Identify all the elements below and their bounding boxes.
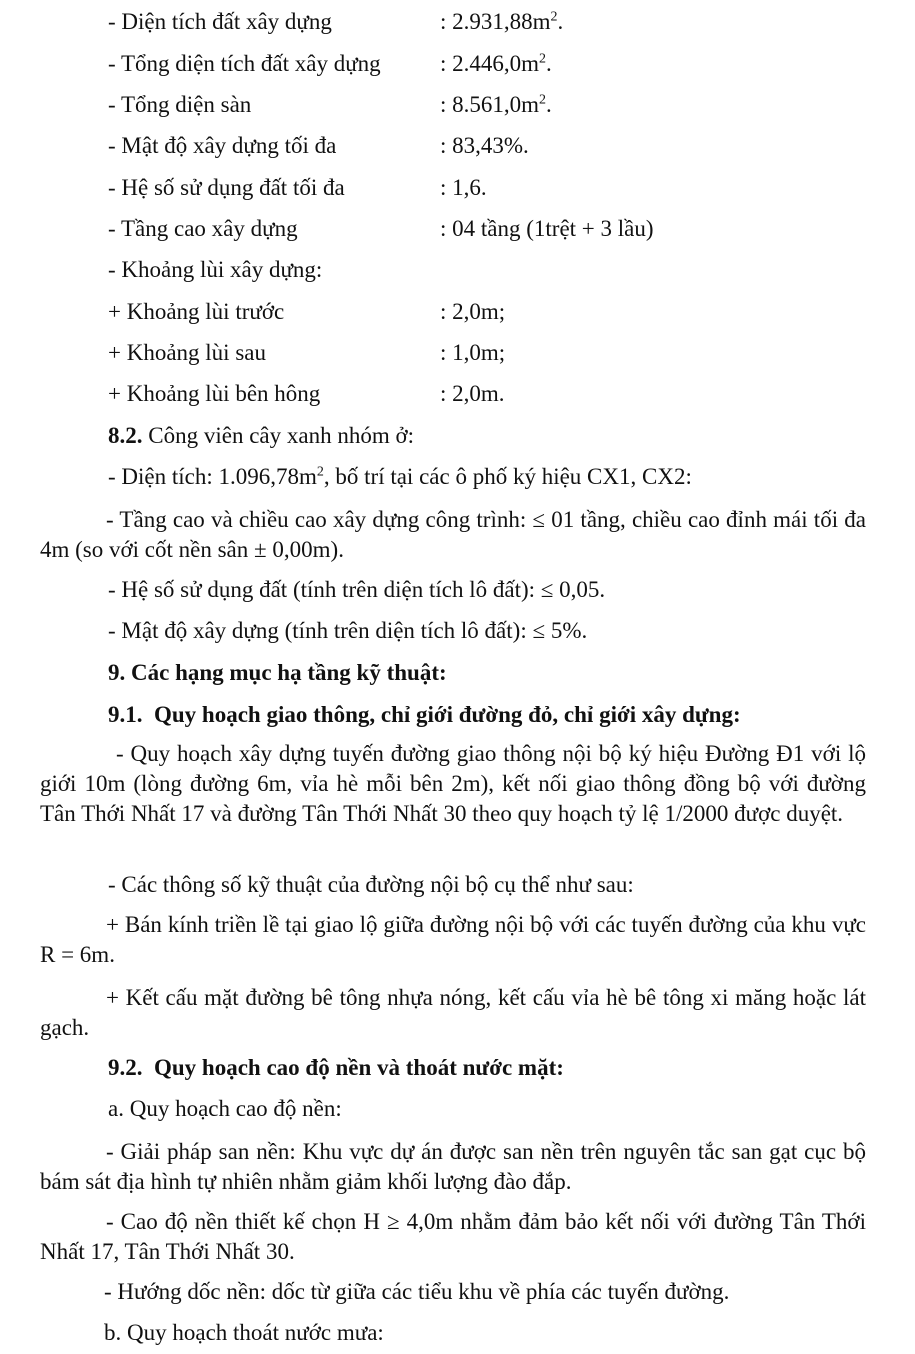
- spec-row: [108, 255, 322, 285]
- spec-value: : $2.446,0m^2$.: [440, 51, 552, 76]
- spec-value: : $2.931,88m^2$.: [440, 9, 564, 34]
- spec-label: - Tầng cao xây dựng: [108, 216, 298, 241]
- specs-intro-line: - Các thông số kỹ thuật của đường nội bộ cụ thể như sau:: [108, 872, 634, 897]
- spec-row: [108, 131, 529, 161]
- spec-label: - Hệ số sử dụng đất tối đa: [108, 175, 345, 200]
- spec-label: - Diện tích đất xây dựng: [108, 9, 332, 34]
- spec-value: : 83,43%.: [440, 133, 529, 158]
- height-paragraph: - Tầng cao và chiều cao xây dựng công trình: ≤ 01 tầng, chiều cao đỉnh mái tối đa 4m (so với cốt nền sân ± 0,00m).: [40, 507, 866, 562]
- section-title: Công viên cây xanh nhóm ở:: [142, 423, 415, 448]
- section-number: 8.2.: [108, 423, 143, 448]
- curb-radius-paragraph: + Bán kính triền lề tại giao lộ giữa đường nội bộ với các tuyến đường của khu vực R = 6m.: [40, 912, 866, 967]
- spec-value: : $8.561,0m^2$.: [440, 92, 552, 117]
- spec-value: : 1,0m;: [440, 340, 506, 365]
- spec-value: : 2,0m;: [440, 299, 506, 324]
- section-8-2-heading: [108, 421, 414, 451]
- spec-label: + Khoảng lùi trước: [108, 299, 285, 324]
- slope-line: - Hướng dốc nền: dốc từ giữa các tiểu khu về phía các tuyến đường.: [104, 1279, 730, 1304]
- grading-paragraph: - Giải pháp san nền: Khu vực dự án được san nền trên nguyên tắc san gạt cục bộ bám sát địa hình tự nhiên nhằm giảm khối lượng đào đắp.: [40, 1139, 866, 1194]
- pavement-paragraph: + Kết cấu mặt đường bê tông nhựa nóng, kết cấu vỉa hè bê tông xi măng hoặc lát gạch.: [40, 985, 866, 1040]
- spec-label: + Khoảng lùi sau: [108, 340, 266, 365]
- subsection-b: b. Quy hoạch thoát nước mưa:: [104, 1320, 384, 1345]
- spec-value: : 2,0m.: [440, 381, 505, 406]
- spec-label: - Khoảng lùi xây dựng:: [108, 257, 323, 282]
- spec-label: - Tổng diện tích đất xây dựng: [108, 51, 381, 76]
- density-line: - Mật độ xây dựng (tính trên diện tích lô đất): ≤ 5%.: [108, 618, 588, 643]
- spec-label: - Mật độ xây dựng tối đa: [108, 133, 337, 158]
- elevation-paragraph: - Cao độ nền thiết kế chọn H ≥ 4,0m nhằm đảm bảo kết nối với đường Tân Thới Nhất 17, Tân Thới Nhất 30.: [40, 1209, 866, 1264]
- spec-label: + Khoảng lùi bên hông: [108, 381, 321, 406]
- spec-row: [108, 338, 506, 368]
- section-9-1-heading: 9.1. Quy hoạch giao thông, chỉ giới đường đỏ, chỉ giới xây dựng:: [108, 702, 741, 727]
- spec-row: [108, 7, 564, 37]
- subsection-a: a. Quy hoạch cao độ nền:: [108, 1096, 342, 1121]
- far-line: - Hệ số sử dụng đất (tính trên diện tích lô đất): ≤ 0,05.: [108, 577, 606, 602]
- green-area-line: - Diện tích: $1.096,78m^2$, bố trí tại các ô phố ký hiệu CX1, CX2:: [108, 464, 692, 489]
- spec-row: [108, 173, 487, 203]
- traffic-paragraph: - Quy hoạch xây dựng tuyến đường giao thông nội bộ ký hiệu Đường Đ1 với lộ giới 10m (lòng đường 6m, vỉa hè mỗi bên 2m), kết nối giao thông đồng bộ với đường Tân Thới Nhất 17 và đường Tân Thới Nhất 30 theo quy hoạch tỷ lệ 1/2000 được duyệt.: [40, 741, 866, 826]
- spec-value: : 1,6.: [440, 175, 487, 200]
- spec-value: : 04 tầng (1trệt + 3 lầu): [440, 216, 654, 241]
- section-9-2-heading: 9.2. Quy hoạch cao độ nền và thoát nước mặt:: [108, 1055, 564, 1080]
- spec-label: - Tổng diện sàn: [108, 92, 252, 117]
- section-9-heading: 9. Các hạng mục hạ tầng kỹ thuật:: [108, 660, 447, 685]
- spec-row: [108, 214, 654, 244]
- spec-row: [108, 90, 552, 120]
- spec-row: [108, 297, 506, 327]
- spec-row: [108, 379, 505, 409]
- spec-row: [108, 49, 552, 79]
